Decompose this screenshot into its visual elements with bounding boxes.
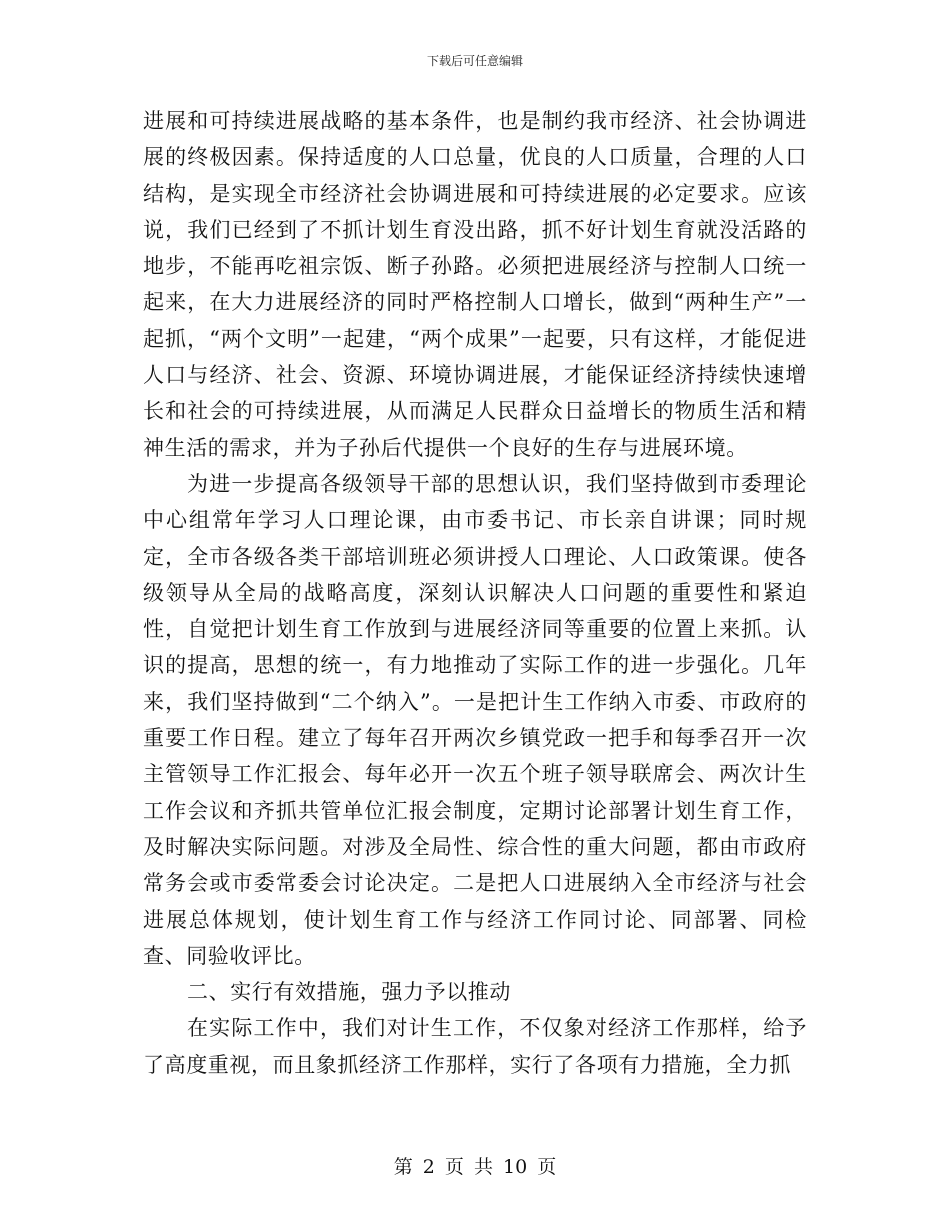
page-header: 下载后可任意编辑 <box>426 54 523 68</box>
section-heading: 二、实行有效措施，强力予以推动 <box>187 980 511 1005</box>
paragraph-1: 进展和可持续进展战略的基本条件，也是制约我市经济、社会协调进展的终极因素。保持适度的人口总量，优良的人口质量，合理的人口结构，是实现全市经济社会协调进展和可持续进展的必定要求。应该说，我们已经到了不抓计划生育没出路，抓不好计划生育就没活路的地步，不能再吃祖宗饭、断子孙路。必须把进展经济与控制人口统一起来，在大力进展经济的同时严格控制人口增长，做到“两种生产”一起抓，“两个文明”一起建，“两个成果”一起要，只有这样，才能促进人口与经济、社会、资源、环境协调进展，才能保证经济持续快速增长和社会的可持续进展，从而满足人民群众日益增长的物质生活和精神生活的需求，并为子孙后代提供一个良好的生存与进展环境。 <box>143 109 807 460</box>
paragraph-2: 为进一步提高各级领导干部的思想认识，我们坚持做到市委理论中心组常年学习人口理论课，由市委书记、市长亲自讲课；同时规定，全市各级各类干部培训班必须讲授人口理论、人口政策课。使各级领导从全局的战略高度，深刻认识解决人口问题的重要性和紧迫性，自觉把计划生育工作放到与进展经济同等重要的位置上来抓。认识的提高，思想的统一，有力地推动了实际工作的进一步强化。几年来，我们坚持做到“二个纳入”。一是把计生工作纳入市委、市政府的重要工作日程。建立了每年召开两次乡镇党政一把手和每季召开一次主管领导工作汇报会、每年必开一次五个班子领导联席会、两次计生工作会议和齐抓共管单位汇报会制度，定期讨论部署计划生育工作，及时解决实际问题。对涉及全局性、综合性的重大问题，都由市政府常务会或市委常委会讨论决定。二是把人口进展纳入全市经济与社会进展总体规划，使计划生育工作与经济工作同讨论、同部署、同检查、同验收评比。 <box>143 471 807 968</box>
page-footer: 第 2 页 共 10 页 <box>393 1156 557 1178</box>
document-body <box>143 103 807 1083</box>
paragraph-3: 在实际工作中，我们对计生工作，不仅象对经济工作那样，给予了高度重视，而且象抓经济工作那样，实行了各项有力措施，全力抓 <box>143 1016 807 1077</box>
